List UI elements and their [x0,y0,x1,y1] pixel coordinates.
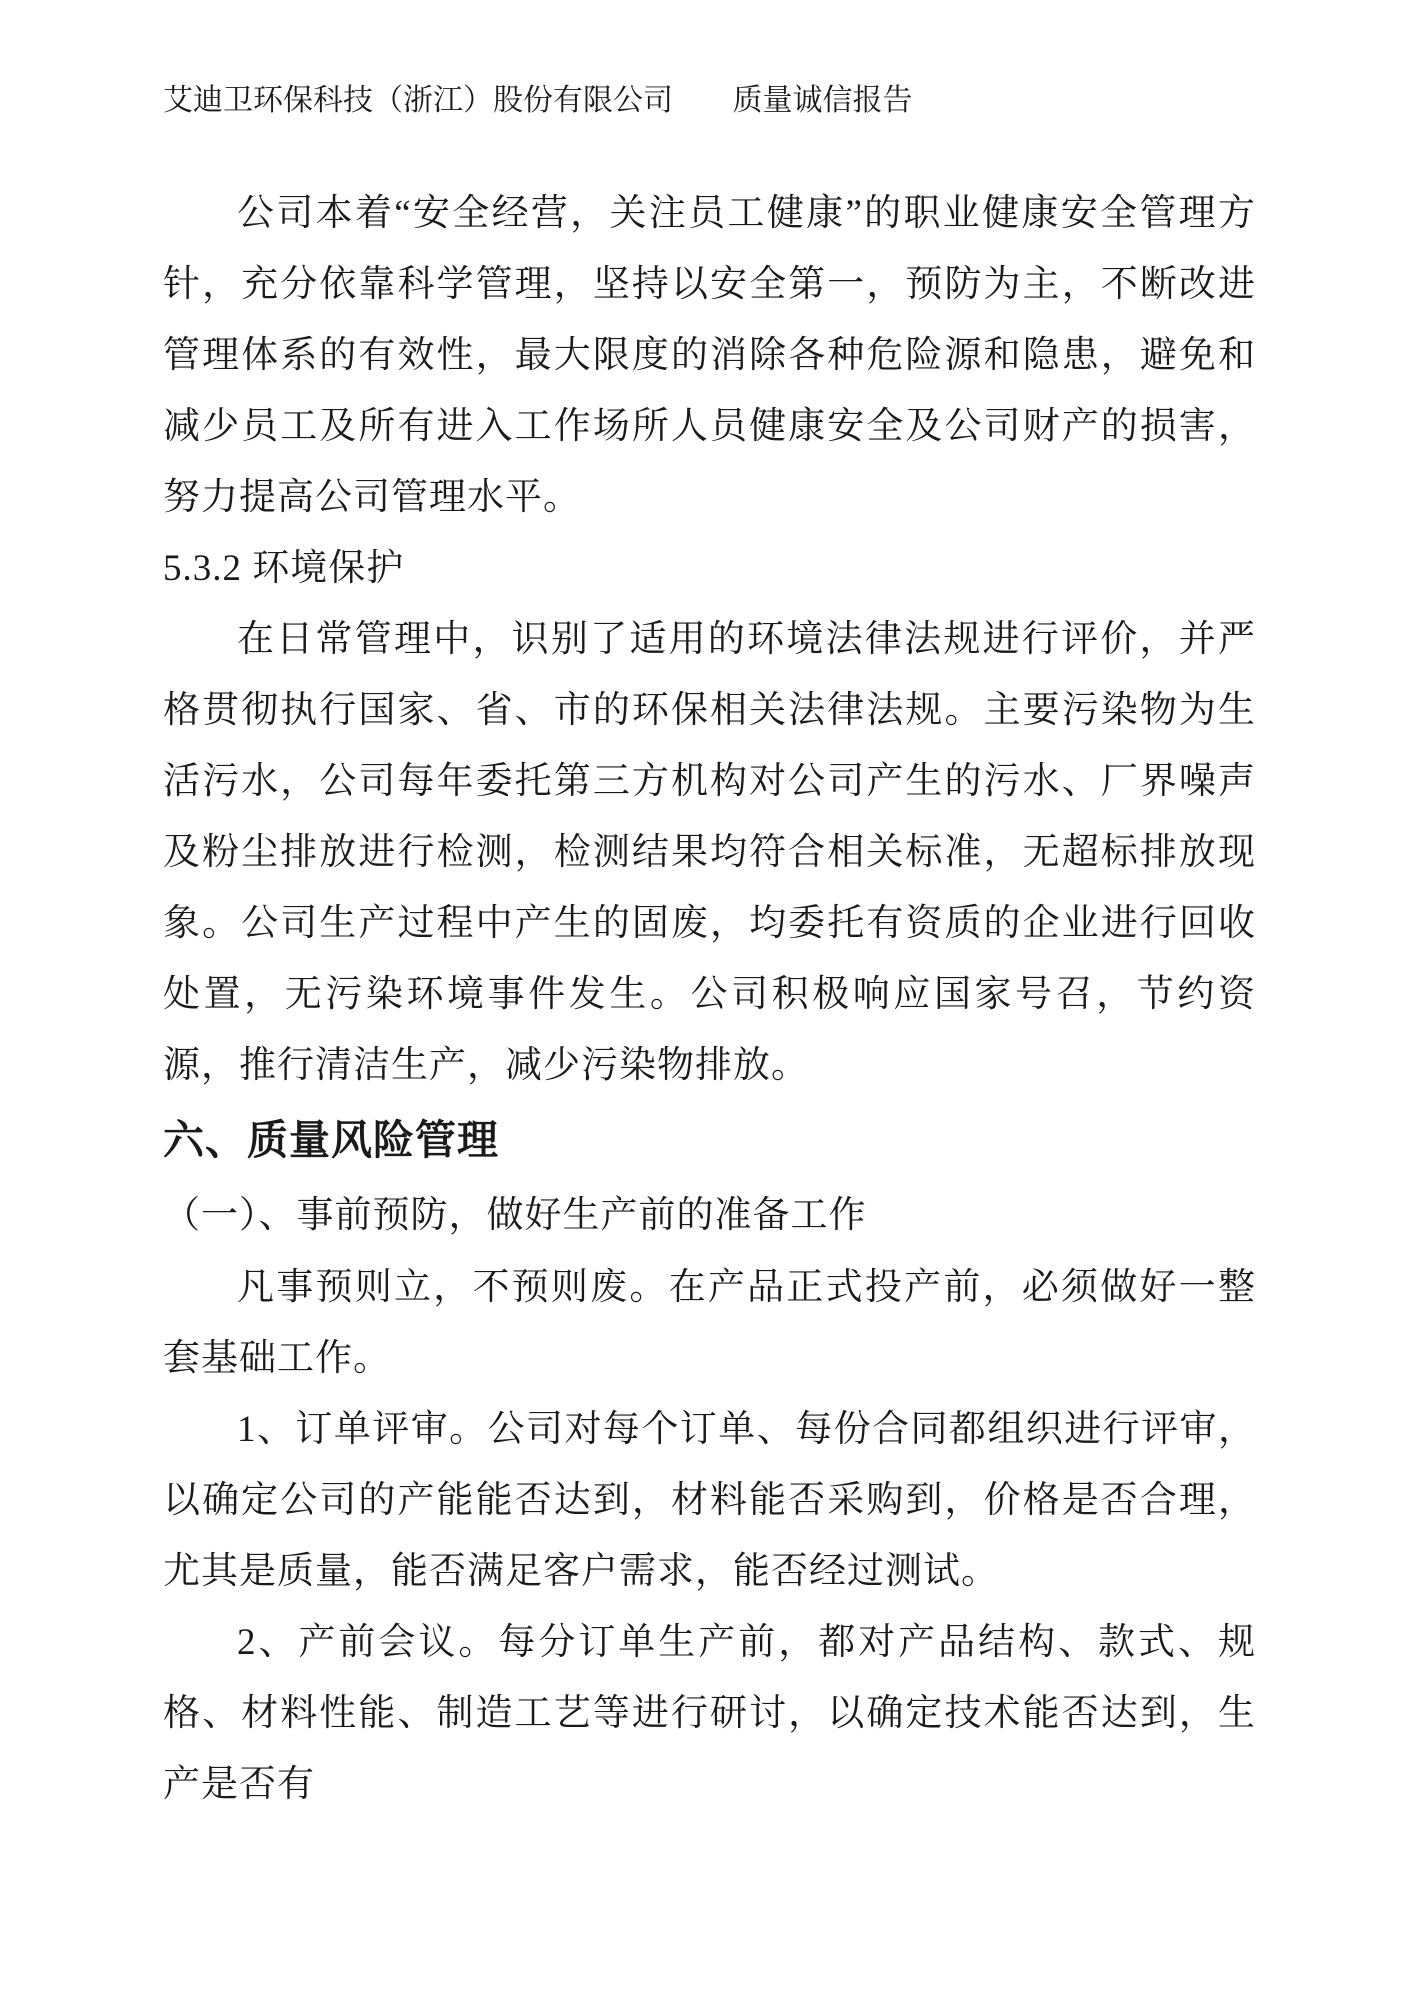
page-header [163,80,1256,122]
paragraph-safety-policy: 公司本着“安全经营，关注员工健康”的职业健康安全管理方针，充分依靠科学管理，坚持以安全第一，预防为主，不断改进管理体系的有效性，最大限度的消除各种危险源和隐患，避免和减少员工及所有进入工作场所人员健康安全及公司财产的损害，努力提高公司管理水平。 [163,193,1256,518]
paragraph-order-review: 1、订单评审。公司对每个订单、每份合同都组织进行评审，以确定公司的产能能否达到，材料能否采购到，价格是否合理，尤其是质量，能否满足客户需求，能否经过测试。 [163,1409,1256,1592]
paragraph-preparation: 凡事预则立，不预则废。在产品正式投产前，必须做好一整套基础工作。 [163,1267,1256,1379]
header-doc-title: 质量诚信报告 [732,84,913,117]
document-body [163,178,1256,1820]
header-company-name: 艾迪卫环保科技（浙江）股份有限公司 [163,84,673,117]
paragraph-environment: 在日常管理中，识别了适用的环境法律法规进行评价，并严格贯彻执行国家、省、市的环保相关法律法规。主要污染物为生活污水，公司每年委托第三方机构对公司产生的污水、厂界噪声及粉尘排放进行检测，检测结果均符合相关标准，无超标排放现象。公司生产过程中产生的固废，均委托有资质的企业进行回收处置，无污染环境事件发生。公司积极响应国家号召，节约资源，推行清洁生产，减少污染物排放。 [163,619,1256,1086]
heading-5-3-2: 5.3.2 环境保护 [163,548,405,589]
heading-section-1: （一）、事前预防，做好生产前的准备工作 [163,1195,867,1236]
heading-chapter-6: 六、质量风险管理 [163,1117,499,1163]
paragraph-preproduction-meeting: 2、产前会议。每分订单生产前，都对产品结构、款式、规格、材料性能、制造工艺等进行研讨，以确定技术能否达到，生产是否有 [163,1622,1256,1805]
